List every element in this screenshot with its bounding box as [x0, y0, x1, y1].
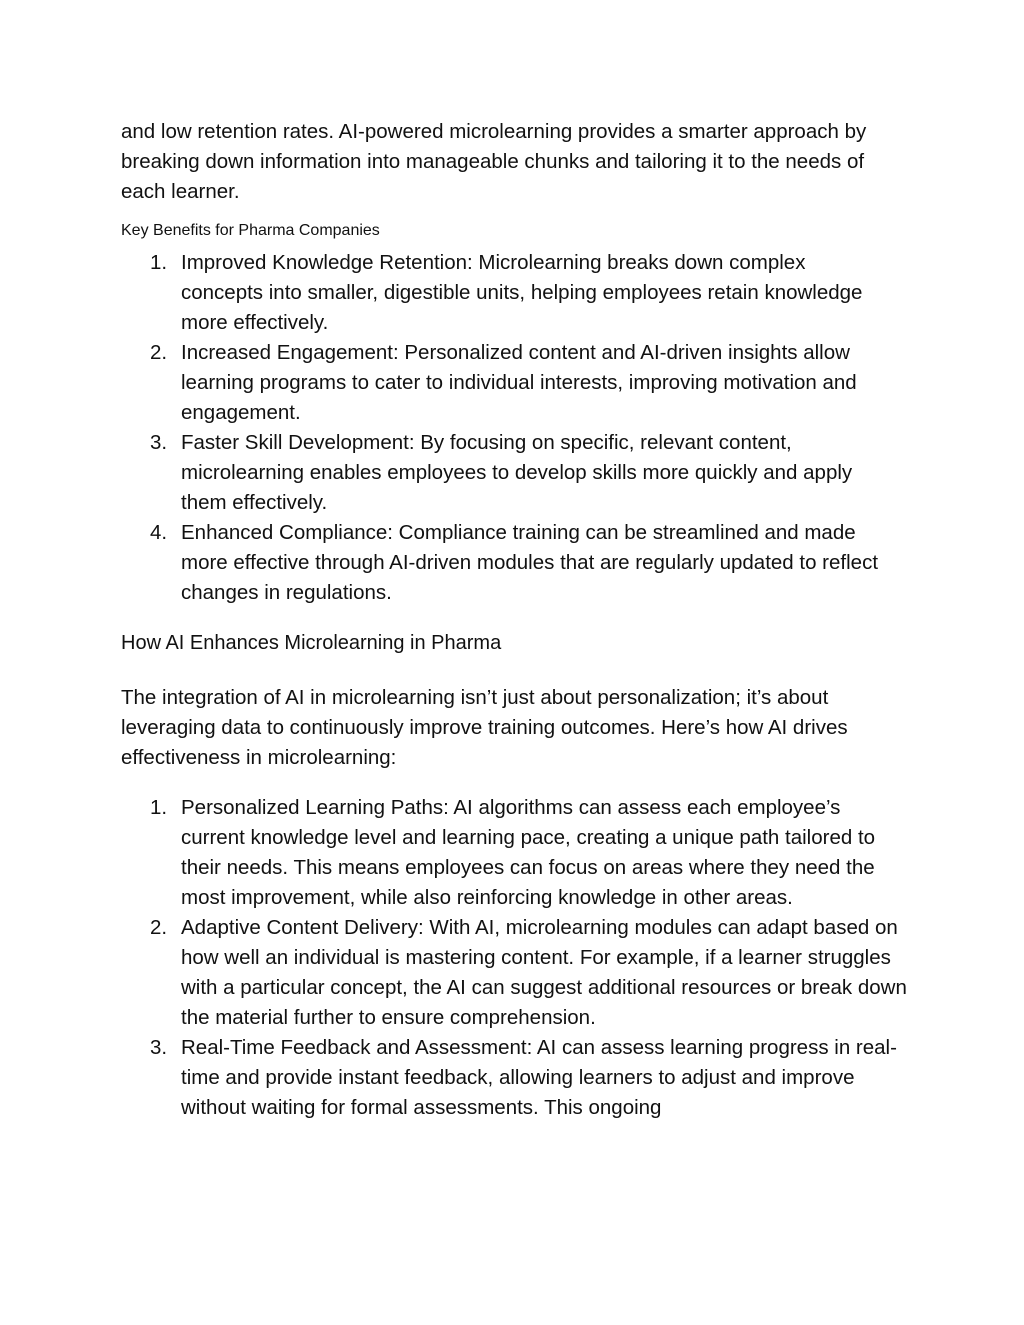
- ai-benefits-list: [121, 793, 911, 1123]
- ai-section-paragraph: The integration of AI in microlearning isn’t just about personalization; it’s about leveraging data to continuously improve training outcomes. Here’s how AI drives effectiveness in microlearning:: [121, 686, 848, 769]
- list-item-number: 1.: [150, 251, 168, 274]
- list-item: [121, 1033, 906, 1123]
- document-page: [121, 117, 911, 1123]
- ai-section-heading: How AI Enhances Microlearning in Pharma: [121, 632, 502, 654]
- list-item-text: Increased Engagement: Personalized content and AI-driven insights allow learning programs to cater to individual interests, improving motivation and engagement.: [181, 341, 857, 424]
- list-item: [121, 338, 881, 428]
- list-item-text: Real-Time Feedback and Assessment: AI can assess learning progress in real-time and provide instant feedback, allowing learners to adjust and improve without waiting for formal assessments. This ongoing: [181, 1036, 897, 1119]
- benefits-list: [121, 248, 911, 608]
- list-item-text: Adaptive Content Delivery: With AI, microlearning modules can adapt based on how well an individual is mastering content. For example, if a learner struggles with a particular concept, the AI can suggest additional resources or break down the material further to ensure comprehension.: [181, 916, 907, 1029]
- list-item-text: Personalized Learning Paths: AI algorithms can assess each employee’s current knowledge level and learning pace, creating a unique path tailored to their needs. This means employees can focus on areas where they need the most improvement, while also reinforcing knowledge in other areas.: [181, 796, 876, 909]
- benefits-heading: Key Benefits for Pharma Companies: [121, 222, 380, 239]
- list-item-number: 2.: [150, 916, 168, 939]
- list-item-number: 4.: [150, 521, 168, 544]
- list-item: [121, 793, 906, 913]
- list-item-number: 3.: [150, 431, 168, 454]
- list-item-number: 2.: [150, 341, 168, 364]
- list-item-text: Enhanced Compliance: Compliance training can be streamlined and made more effective through AI-driven modules that are regularly updated to reflect changes in regulations.: [181, 521, 879, 604]
- list-item: [121, 248, 881, 338]
- list-item: [121, 913, 911, 1033]
- list-item-text: Improved Knowledge Retention: Microlearning breaks down complex concepts into smaller, digestible units, helping employees retain knowledge more effectively.: [181, 251, 863, 334]
- list-item: [121, 518, 881, 608]
- list-item-number: 1.: [150, 796, 168, 819]
- list-item-number: 3.: [150, 1036, 168, 1059]
- list-item: [121, 428, 881, 518]
- intro-paragraph: and low retention rates. AI-powered microlearning provides a smarter approach by breaking down information into manageable chunks and tailoring it to the needs of each learner.: [121, 120, 867, 203]
- list-item-text: Faster Skill Development: By focusing on specific, relevant content, microlearning enables employees to develop skills more quickly and apply them effectively.: [181, 431, 853, 514]
